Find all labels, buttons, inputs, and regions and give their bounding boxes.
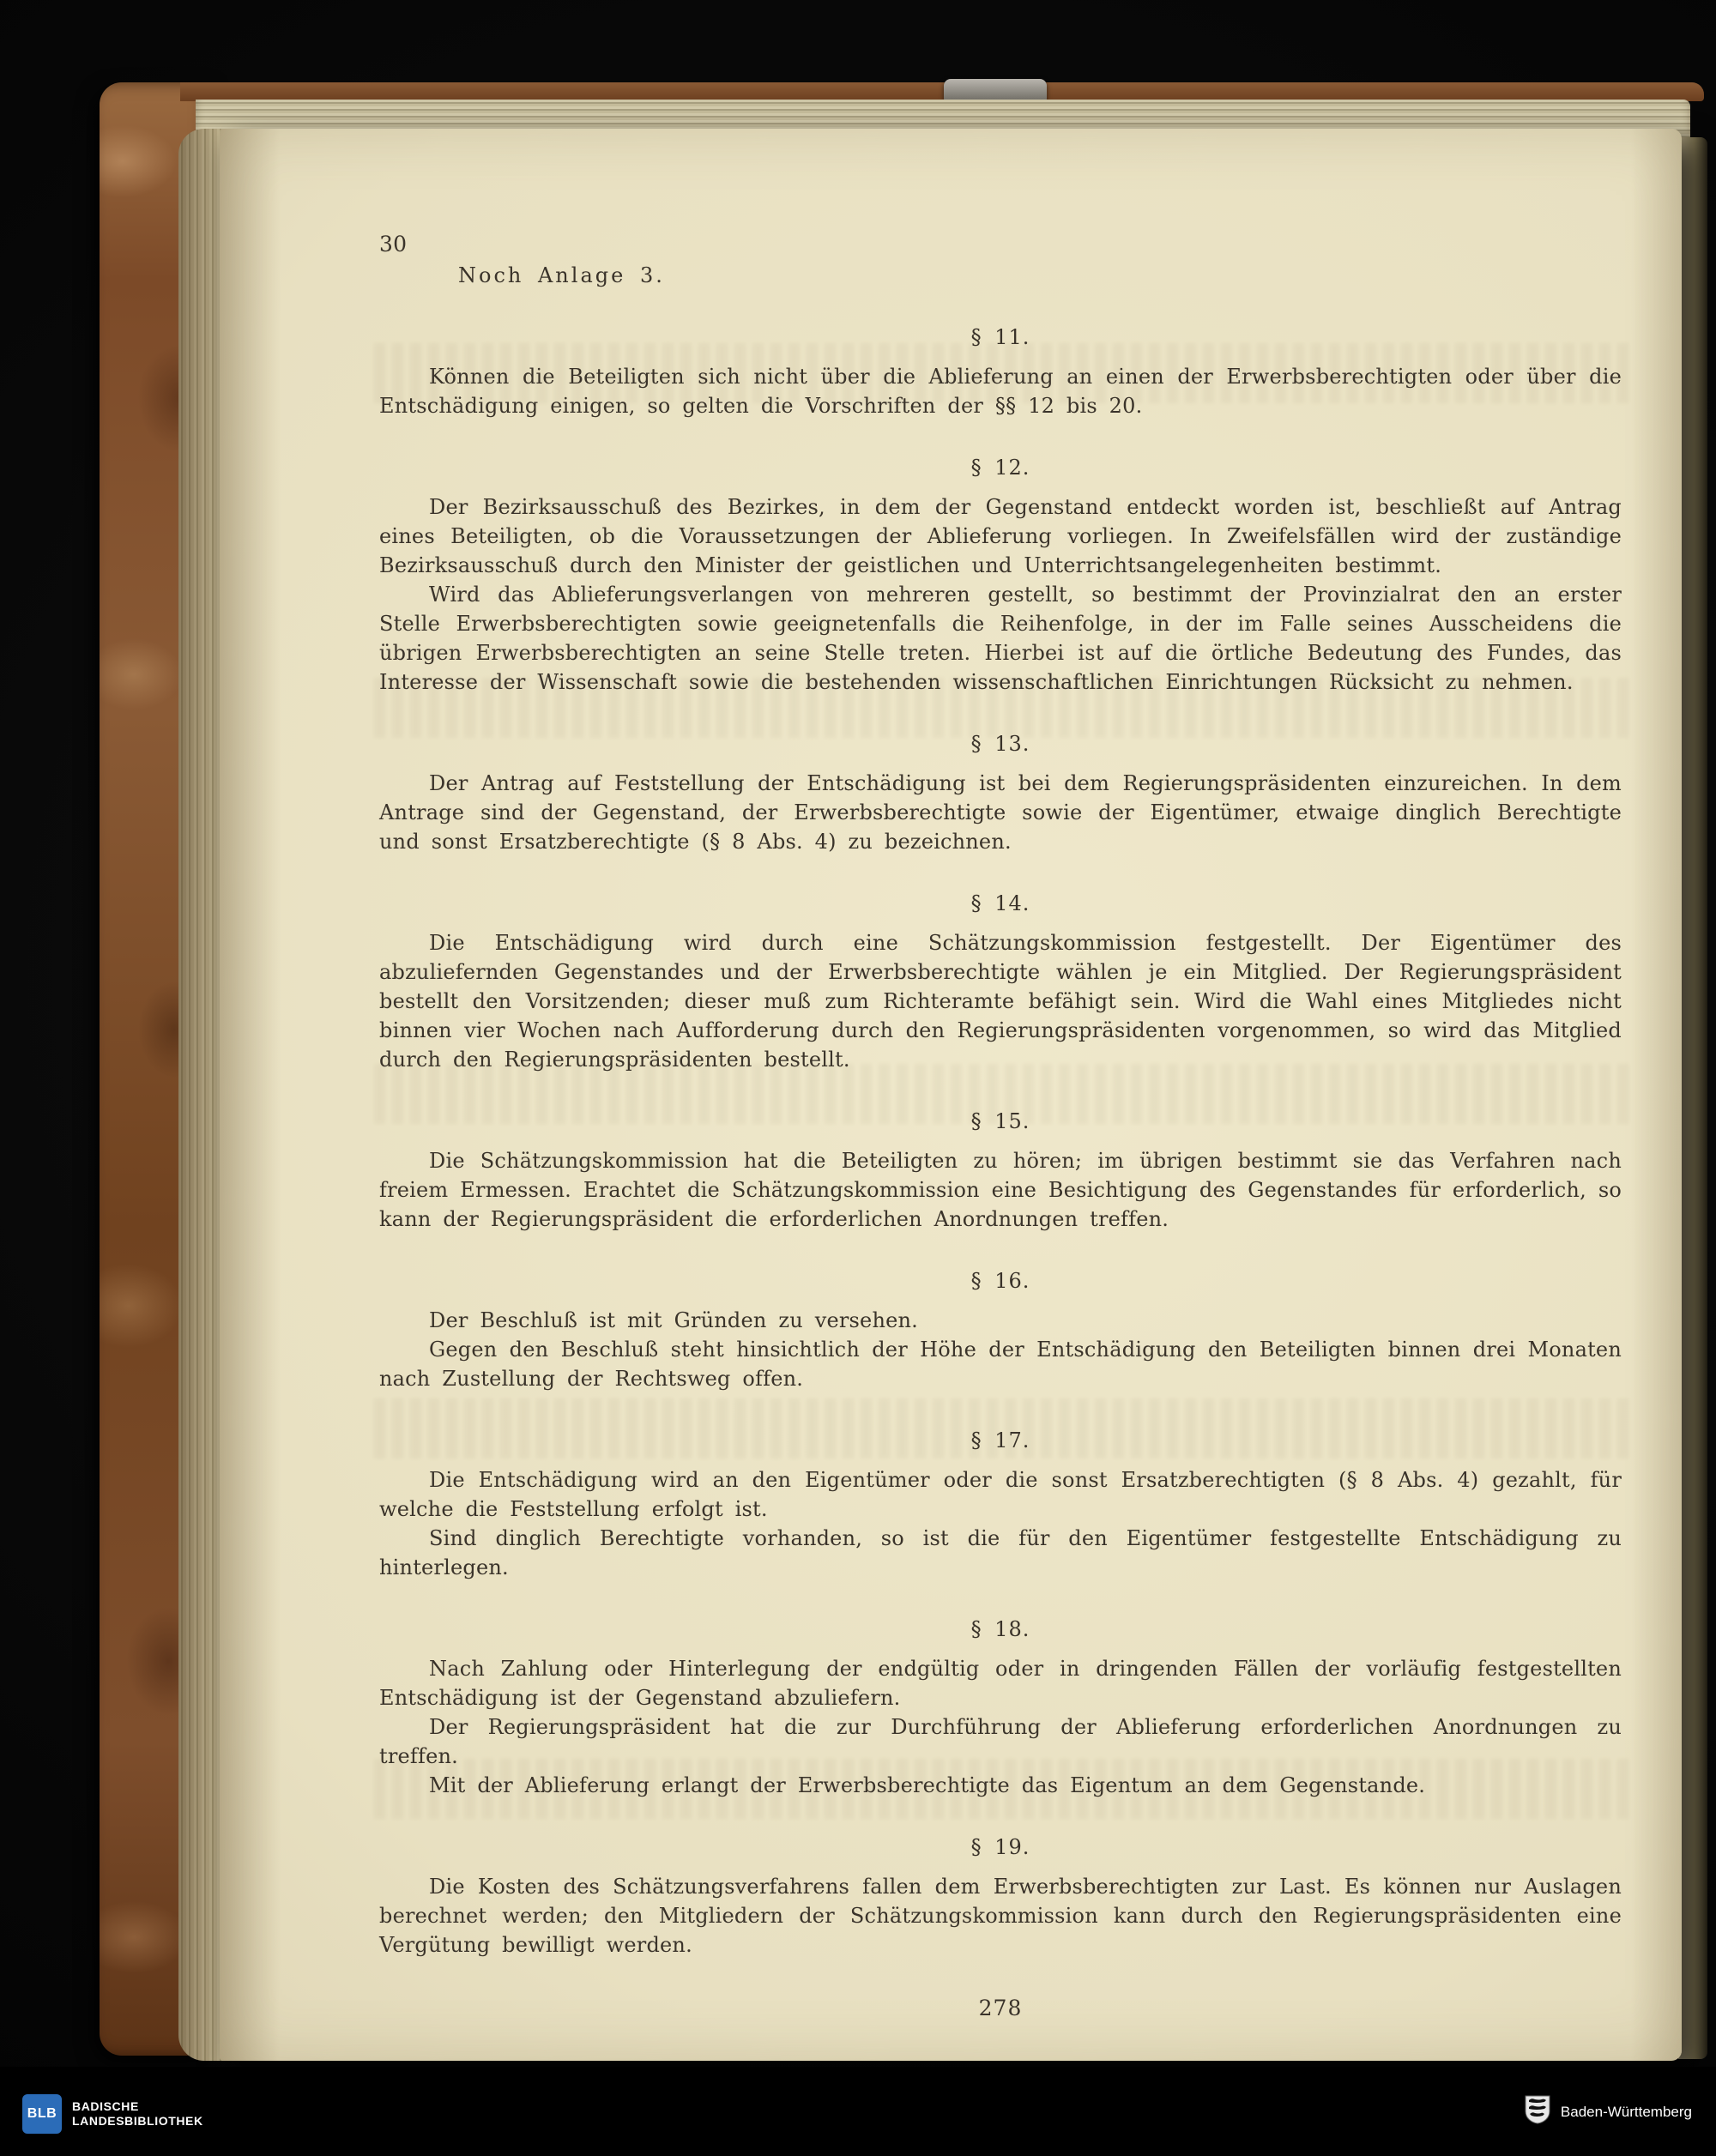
paragraph: Die Kosten des Schätzungsverfahrens fallen dem Erwerbsberechtigten zur Last. Es können nur Auslagen berechnet werden; den Mitgliedern der Schätzungskommission kann durch den Regierungspräsidenten eine Vergütung bewilligt werden.: [379, 1875, 1622, 1957]
scanned-page: [220, 129, 1682, 2061]
paragraph: Der Antrag auf Feststellung der Entschädigung ist bei dem Regierungspräsidenten einzureichen. In dem Antrage sind der Gegenstand, der Erwerbsberechtigte sowie der Eigentümer, etwaige dinglich Berechtigte und sonst Ersatzberechtigte (§ 8 Abs. 4) zu bezeichnen.: [379, 771, 1622, 854]
section-heading: § 15.: [970, 1109, 1030, 1133]
annex-note: Noch Anlage 3.: [458, 263, 665, 287]
next-page-edge: [1678, 137, 1707, 2059]
blb-logo-mark: BLB: [22, 2094, 62, 2134]
paragraph: Die Entschädigung wird an den Eigentümer oder die sonst Ersatzberechtigten (§ 8 Abs. 4) gezahlt, für welche die Feststellung erfolgt ist.: [379, 1468, 1622, 1521]
paragraph: Der Bezirksausschuß des Bezirkes, in dem der Gegenstand entdeckt worden ist, beschließt auf Antrag eines Beteiligten, ob die Voraussetzungen der Ablieferung vorliegen. In Zweifelsfällen wird der zuständige Bezirksausschuß durch den Minister der geistlichen und Unterrichtsangelegenheiten bestimmt.: [379, 495, 1622, 577]
paragraph: Wird das Ablieferungsverlangen von mehreren gestellt, so bestimmt der Provinzialrat den an erster Stelle Erwerbsberechtigten sowie geeignetenfalls die Reihenfolge, in der im Falle seines Ausscheidens die übrigen Erwerbsberechtigten an seine Stelle treten. Hierbei ist auf die örtliche Bedeutung des Fundes, das Interesse der Wissenschaft sowie die bestehenden wissenschaftlichen Einrichtungen Rücksicht zu nehmen.: [379, 583, 1622, 694]
paragraph: Die Entschädigung wird durch eine Schätzungskommission festgestellt. Der Eigentümer des abzuliefernden Gegenstandes und der Erwerbsberechtigte wählen je ein Mitglied. Der Regierungspräsident bestellt den Vorsitzenden; dieser muß zum Richteramte befähigt sein. Wird die Wahl eines Mitgliedes nicht binnen vier Wochen nach Aufforderung durch den Regierungspräsidenten vorgenommen, so wird das Mitglied durch den Regierungspräsidenten bestellt.: [379, 931, 1622, 1072]
blb-library-logo[interactable]: [22, 2094, 203, 2134]
page-sections: [379, 323, 1622, 1960]
blb-logo-text: [72, 2099, 203, 2129]
viewer-footer-bar: [0, 2067, 1716, 2156]
blb-logo-text-line2: LANDESBIBLIOTHEK: [72, 2114, 203, 2128]
book-top-leather-edge: [180, 82, 1704, 101]
book-headcap: [944, 79, 1047, 101]
section-heading: § 18.: [970, 1617, 1030, 1641]
paragraph: Die Schätzungskommission hat die Beteiligten zu hören; im übrigen bestimmt sie das Verfahren nach freiem Ermessen. Erachtet die Schätzungskommission eine Besichtigung des Gegenstandes für erforderlich, so kann der Regierungspräsident die erforderlichen Anordnungen treffen.: [379, 1149, 1622, 1231]
paragraph: Der Regierungspräsident hat die zur Durchführung der Ablieferung erforderlichen Anordnungen zu treffen.: [379, 1715, 1622, 1768]
section-heading: § 11.: [970, 325, 1030, 349]
section-heading: § 17.: [970, 1428, 1030, 1452]
paragraph: Der Beschluß ist mit Gründen zu versehen.: [429, 1308, 919, 1332]
paragraph: Sind dinglich Berechtigte vorhanden, so ist die für den Eigentümer festgestellte Entschädigung zu hinterlegen.: [379, 1526, 1622, 1579]
paragraph: Nach Zahlung oder Hinterlegung der endgültig oder in dringenden Fällen der vorläufig festgestellten Entschädigung ist der Gegenstand abzuliefern.: [379, 1657, 1622, 1710]
page-text-block: [379, 230, 1622, 2023]
paragraph: Gegen den Beschluß steht hinsichtlich der Höhe der Entschädigung den Beteiligten binnen drei Monaten nach Zustellung der Rechtsweg offen.: [379, 1338, 1622, 1391]
page-number-top: 30: [379, 232, 408, 257]
baden-wuerttemberg-logo[interactable]: [1525, 2095, 1692, 2129]
paragraph: Können die Beteiligten sich nicht über die Ablieferung an einen der Erwerbsberechtigten oder über die Entschädigung einigen, so gelten die Vorschriften der §§ 12 bis 20.: [379, 365, 1622, 418]
paragraph: Mit der Ablieferung erlangt der Erwerbsberechtigte das Eigentum an dem Gegenstande.: [429, 1773, 1426, 1797]
blb-logo-text-line1: BADISCHE: [72, 2099, 139, 2113]
coat-of-arms-icon: [1525, 2095, 1550, 2129]
section-heading: § 13.: [970, 732, 1030, 756]
page-number-bottom: 278: [978, 1996, 1023, 2020]
section-heading: § 19.: [970, 1835, 1030, 1859]
section-heading: § 14.: [970, 891, 1030, 915]
section-heading: § 12.: [970, 456, 1030, 480]
state-name-label: Baden-Württemberg: [1560, 2103, 1692, 2120]
section-heading: § 16.: [970, 1269, 1030, 1293]
